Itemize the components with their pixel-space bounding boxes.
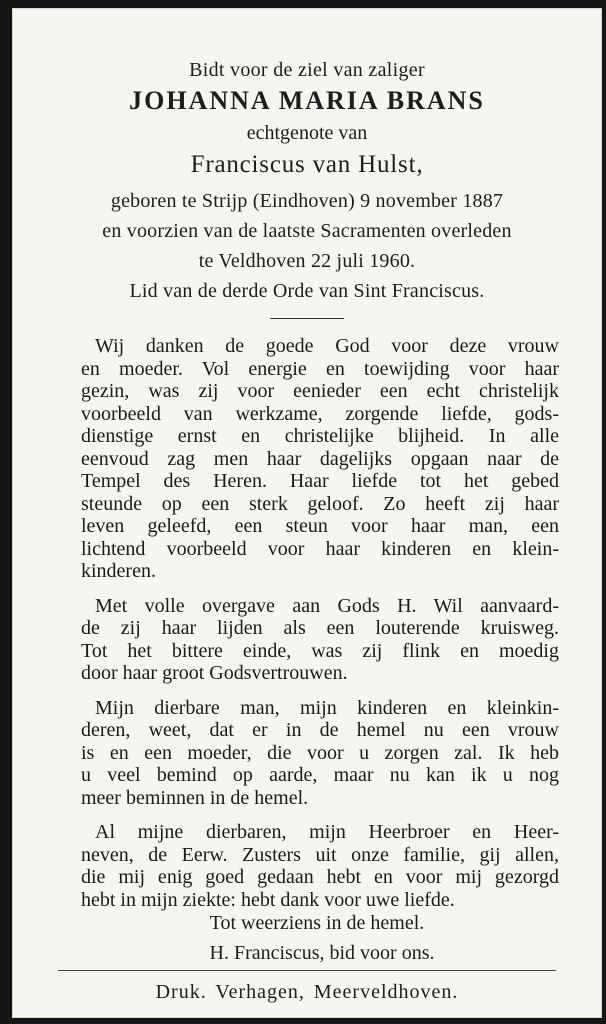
closing-line: Tot weerziens in de hemel. xyxy=(209,912,425,934)
text-line: neven, de Eerw. Zusters uit onze familie, gij allen, xyxy=(81,843,559,866)
spouse-label: echtgenote van xyxy=(246,122,368,144)
closing xyxy=(12,908,602,968)
text-line: Tempel des Heren. Haar liefde tot het gebed xyxy=(81,470,559,492)
bio-line: Lid van de derde Orde van Sint Franciscus. xyxy=(129,280,485,302)
paragraph-3 xyxy=(81,697,559,810)
header-divider xyxy=(270,318,344,319)
deceased-name: JOHANNA MARIA BRANS xyxy=(129,86,485,115)
bio-line: en voorzien van de laatste Sacramenten overleden xyxy=(102,220,512,242)
paragraph-2 xyxy=(81,595,559,685)
text-line: die mij enig goed gedaan hebt en voor mij gezorgd xyxy=(81,866,559,888)
closing-line: H. Franciscus, bid voor ons. xyxy=(209,942,435,964)
text-line: meer beminnen in de hemel. xyxy=(81,786,309,809)
text-line: kinderen. xyxy=(81,560,156,582)
text-line: Met volle overgave aan Gods H. Wil aanvaard- xyxy=(95,594,559,617)
bio-line: geboren te Strijp (Eindhoven) 9 november 1887 xyxy=(110,190,504,212)
printer-credit: Druk. Verhagen, Meerveldhoven. xyxy=(155,981,459,1003)
tribute-text xyxy=(81,335,559,923)
text-line: Mijn dierbare man, mijn kinderen en kleinkin- xyxy=(95,696,559,719)
text-line: leven geleefd, een steun voor haar man, een xyxy=(81,515,559,537)
text-line: is en een moeder, die voor u zorgen zal. Ik heb xyxy=(81,741,559,764)
text-line: Wij danken de goede God voor deze vrouw xyxy=(95,335,559,357)
text-line: Tot het bittere einde, was zij flink en moedig xyxy=(81,639,559,662)
biography xyxy=(12,186,602,306)
text-line: Al mijne dierbaren, mijn Heerbroer en Heer- xyxy=(95,821,559,843)
text-line: en moeder. Vol energie en toewijding voor haar xyxy=(81,357,559,380)
text-line: de zij haar lijden als een louterende kruisweg. xyxy=(81,617,559,639)
text-line: eenvoud zag men haar dagelijks opgaan naar de xyxy=(81,447,559,470)
text-line: door haar groot Godsvertrouwen. xyxy=(81,662,348,684)
bio-line: te Veldhoven 22 juli 1960. xyxy=(198,250,416,272)
card-header xyxy=(12,58,602,319)
intro-line: Bidt voor de ziel van zaliger xyxy=(189,59,425,81)
memorial-card xyxy=(12,8,602,1018)
text-line: u veel bemind op aarde, maar nu kan ik u nog xyxy=(81,764,559,786)
text-line: steunde op een sterk geloof. Zo heeft zij haar xyxy=(81,492,559,515)
spouse-name: Franciscus van Hulst, xyxy=(190,151,424,178)
text-line: dienstige ernst en christelijke blijheid. In alle xyxy=(81,425,559,447)
text-line: hebt in mijn ziekte: hebt dank voor uwe liefde. xyxy=(81,888,455,911)
text-line: gezin, was zij voor eenieder een echt christelijk xyxy=(81,380,559,402)
paragraph-1 xyxy=(81,335,559,583)
text-line: deren, weet, dat er in de hemel nu een vrouw xyxy=(81,719,559,741)
footer-divider xyxy=(58,970,556,971)
text-line: voorbeeld van werkzame, zorgende liefde, gods- xyxy=(81,402,559,425)
text-line: lichtend voorbeeld voor haar kinderen en klein- xyxy=(81,537,559,560)
paragraph-4 xyxy=(81,821,559,911)
